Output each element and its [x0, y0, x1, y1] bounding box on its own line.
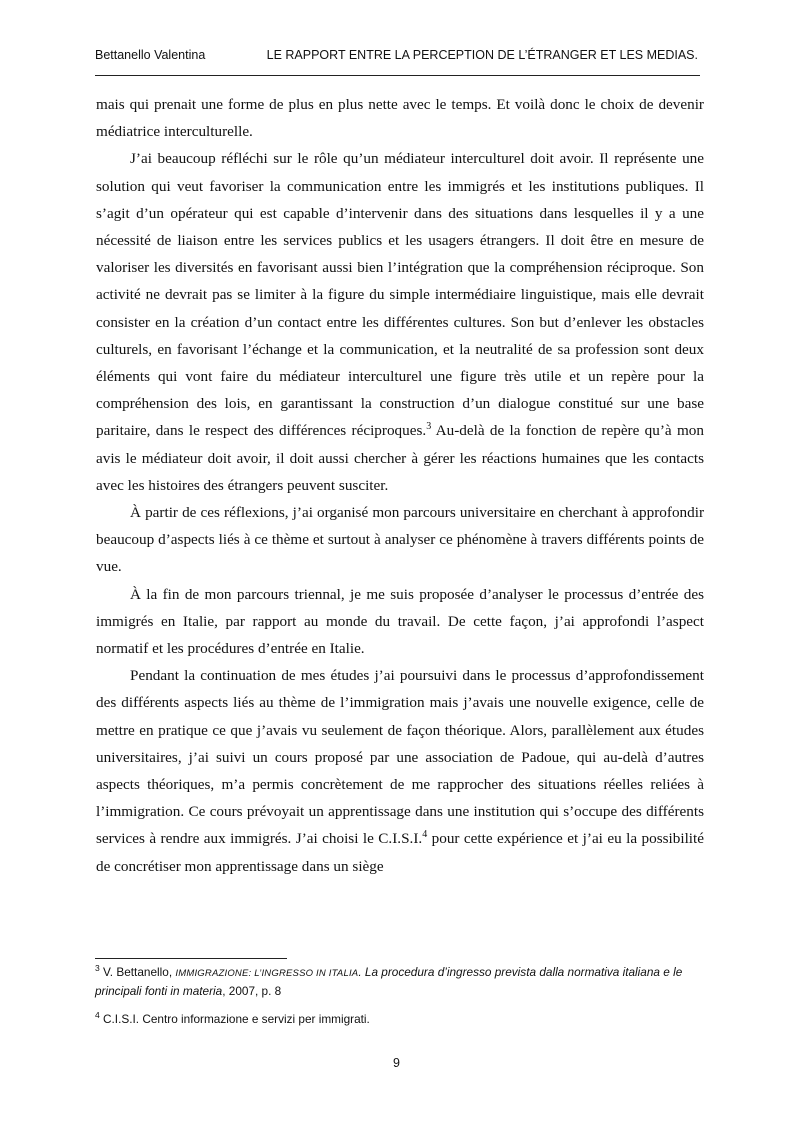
paragraph-3: À partir de ces réflexions, j’ai organisé mon parcours universitaire en cherchant à approfondir beaucoup d’aspects liés à ce thème et surtout à analyser ce phénomène à travers différents points de vue. [96, 504, 704, 576]
footnote-3-number: 3 [95, 963, 100, 974]
page-header [95, 48, 700, 68]
footnotes [95, 964, 707, 1029]
paragraph-1: mais qui prenait une forme de plus en plus nette avec le temps. Et voilà donc le choix de devenir médiatrice interculturelle. [96, 96, 704, 141]
footnote-3-author: V. Bettanello, [99, 965, 176, 979]
header-author: Bettanello Valentina [95, 48, 206, 62]
footnote-3-book-title: IMMIGRAZIONE: L’INGRESSO IN ITALIA [175, 968, 359, 979]
paragraph-5-text: Pendant la continuation de mes études j’ai poursuivi dans le processus d’approfondissement des différents aspects liés au thème de l’immigration mais j’avais une nouvelle exigence, celle de mettre en pratique ce que j’avais vu seulement de façon théorique. Alors, parallèlement aux études universitaires, j’ai suivi un cours proposé par une association de Padoue, qui au-delà d’autres aspects théoriques, m’a permis concrètement de me rapprocher des situations réelles reliées à l’immigration. Ce cours prévoyait un apprentissage dans une institution qui s’occupe des différents services à rendre aux immigrés. J’ai choisi le C.I.S.I. [96, 667, 704, 848]
paragraph-4: À la fin de mon parcours triennal, je me suis proposée d’analyser le processus d’entrée des immigrés en Italie, par rapport au monde du travail. De cette façon, j’ai approfondi l’aspect normatif et les procédures d’entrée en Italie. [96, 585, 704, 658]
footnote-3-subtitle: La procedura d’ingresso prevista dalla normativa italiana e le principali fonti in materia [95, 965, 683, 998]
footnote-3-dot: . [358, 965, 365, 979]
paragraph-2 [96, 145, 704, 499]
page-number: 9 [393, 1056, 400, 1070]
footnote-ref-3[interactable]: 3 [426, 421, 432, 433]
header-title: LE RAPPORT ENTRE LA PERCEPTION DE L’ÉTRANGER ET LES MEDIAS. [266, 48, 698, 62]
paragraph-5 [96, 662, 704, 880]
footnote-4 [95, 1011, 707, 1029]
footnote-3-rest: , 2007, p. 8 [222, 983, 282, 998]
paragraph-2-continued: Au-delà de la fonction de repère qu’à mon avis le médiateur doit avoir, il doit aussi chercher à gérer les réactions humaines que les contacts avec les histoires des étrangers peuvent susciter. [96, 422, 704, 494]
footnote-4-text: C.I.S.I. Centro informazione e servizi per immigrati. [99, 1012, 370, 1026]
footnote-divider [95, 958, 287, 959]
footnote-3 [95, 964, 707, 1000]
footnote-ref-4[interactable]: 4 [422, 829, 428, 841]
header-divider [95, 75, 700, 76]
body-text [96, 91, 704, 880]
paragraph-5-continued: pour cette expérience et j’ai eu la possibilité de concrétiser mon apprentissage dans un siège [96, 830, 704, 875]
footnote-4-number: 4 [95, 1010, 100, 1021]
paragraph-2-text: J’ai beaucoup réfléchi sur le rôle qu’un médiateur interculturel doit avoir. Il représente une solution qui veut favoriser la communication entre les immigrés et les institutions publiques. Il s’agit d’un opérateur qui est capable d’intervenir dans des situations dans lesquelles il y a une nécessité de liaison entre les services publics et les usagers étrangers. Il doit être en mesure de valoriser les diversités en favorisant aussi bien l’intégration que la compréhension réciproque. Son activité ne devrait pas se limiter à la figure du simple intermédiaire linguistique, mais elle devrait consister en la création d’un contact entre les différentes cultures. Son but d’enlever les obstacles culturels, en favorisant l’échange et la communication, et la neutralité de sa profession sont deux éléments qui vont faire du médiateur interculturel une figure très utile et un repère pour la compréhension des lois, en garantissant la construction d’un dialogue constitué sur une base paritaire, dans le respect des différences réciproques. [96, 150, 704, 440]
